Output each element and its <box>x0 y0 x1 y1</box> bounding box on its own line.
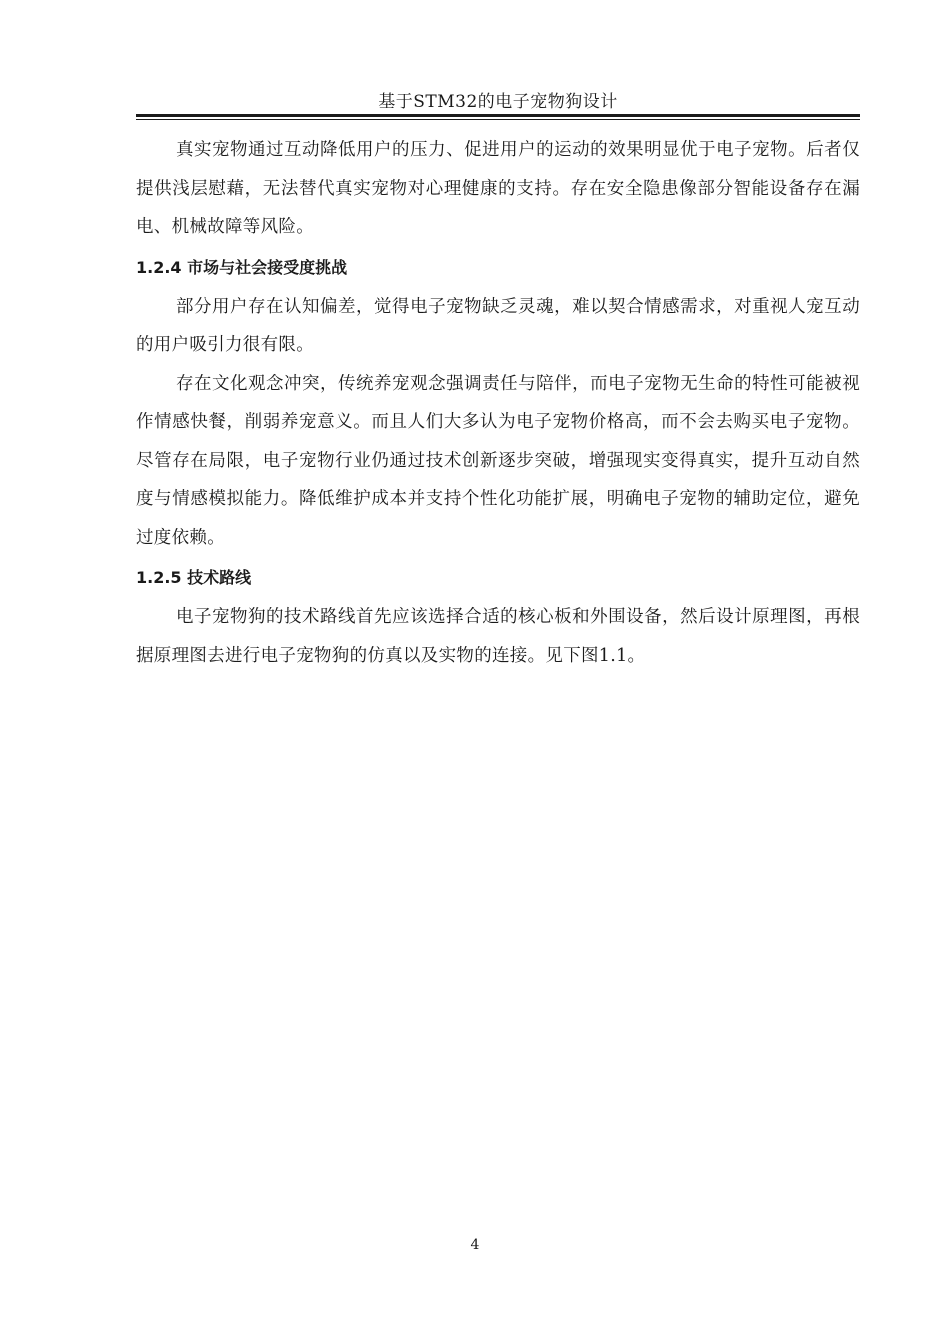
section-heading-1-2-5: 1.2.5 技术路线 <box>136 568 252 587</box>
paragraph-cultural-conflict: 存在文化观念冲突，传统养宠观念强调责任与陪伴，而电子宠物无生命的特性可能被视作情感快餐，削弱养宠意义。而且人们大多认为电子宠物价格高，而不会去购买电子宠物。尽管存在局限，电子宠物行业仍通过技术创新逐步突破，增强现实变得真实，提升互动自然度与情感模拟能力。降低维护成本并支持个性化功能扩展，明确电子宠物的辅助定位，避免过度依赖。 <box>136 373 860 548</box>
paragraph-user-perception: 部分用户存在认知偏差，觉得电子宠物缺乏灵魂，难以契合情感需求，对重视人宠互动的用户吸引力很有限。 <box>136 296 860 355</box>
header-title: 基于STM32的电子宠物狗设计 <box>378 92 618 112</box>
paragraph-technical-route: 电子宠物狗的技术路线首先应该选择合适的核心板和外围设备，然后设计原理图，再根据原理图去进行电子宠物狗的仿真以及实物的连接。见下图1.1。 <box>136 607 860 666</box>
page-number: 4 <box>470 1237 480 1253</box>
header-rule-thick <box>136 114 860 117</box>
body-content <box>136 131 860 675</box>
header-rule-thin <box>136 119 860 120</box>
section-heading-1-2-4: 1.2.4 市场与社会接受度挑战 <box>136 257 348 277</box>
paragraph-pet-benefits: 真实宠物通过互动降低用户的压力、促进用户的运动的效果明显优于电子宠物。后者仅提供浅层慰藉，无法替代真实宠物对心理健康的支持。存在安全隐患像部分智能设备存在漏电、机械故障等风险。 <box>136 140 860 237</box>
page-header <box>136 84 860 120</box>
